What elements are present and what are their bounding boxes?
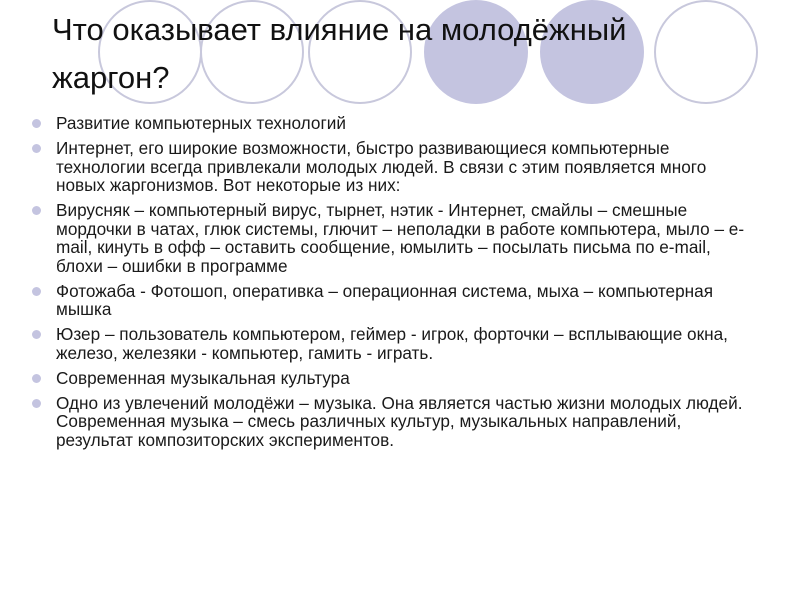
bullet-item xyxy=(30,325,750,362)
bullet-item xyxy=(30,114,750,133)
bullet-icon xyxy=(32,144,41,153)
bullet-item xyxy=(30,394,750,450)
bullet-icon xyxy=(32,206,41,215)
bullet-item xyxy=(30,369,750,388)
bullet-item xyxy=(30,201,750,275)
bullet-text: Юзер – пользователь компьютером, геймер - игрок, форточки – всплывающие окна, железо, железяки - компьютер, гамить - играть. xyxy=(56,324,728,363)
bullet-text: Развитие компьютерных технологий xyxy=(56,113,346,133)
bullet-icon xyxy=(32,399,41,408)
bullet-item xyxy=(30,139,750,195)
slide-title: Что оказывает влияние на молодёжный жаргон? xyxy=(52,12,627,95)
bullet-text: Одно из увлечений молодёжи – музыка. Она является частью жизни молодых людей. Современная музыка – смесь различных культур, музыкальных направлений, результат композиторских экспериментов. xyxy=(56,392,743,450)
bullet-list xyxy=(30,114,750,456)
bullet-icon xyxy=(32,119,41,128)
bullet-text: Интернет, его широкие возможности, быстро развивающиеся компьютерные технологии всегда привлекали молодых людей. В связи с этим появляется много новых жаргонизмов. Вот некоторые из них: xyxy=(56,138,707,195)
bullet-text: Современная музыкальная культура xyxy=(56,367,350,388)
bullet-text: Вирусняк – компьютерный вирус, тырнет, нэтик - Интернет, смайлы – смешные мордочки в чатах, глюк системы, глючит – неполадки в работе компьютера, мыло – e-mail, кинуть в офф – оставить сообщение, юмылить – посылать письма по e-mail, блохи – ошибки в программе xyxy=(56,200,745,276)
bullet-icon xyxy=(32,287,41,296)
bullet-item xyxy=(30,282,750,319)
bullet-icon xyxy=(32,330,41,339)
bullet-icon xyxy=(32,374,41,383)
bullet-text: Фотожаба - Фотошоп, оперативка – операционная система, мыха – компьютерная мышка xyxy=(56,280,714,319)
